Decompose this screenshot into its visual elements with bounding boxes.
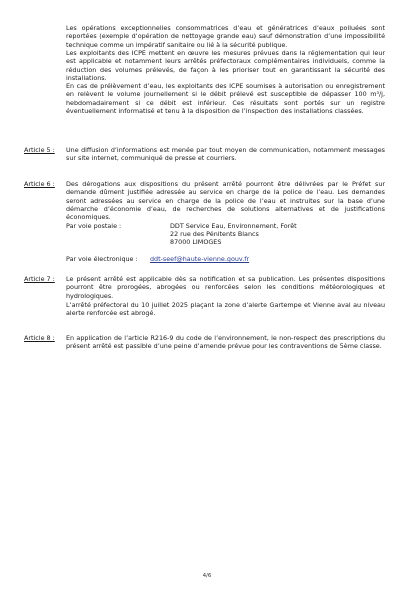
- article-5-label: Article 5 :: [24, 146, 55, 154]
- email-link[interactable]: ddt-seef@haute-vienne.gouv.fr: [150, 255, 250, 263]
- article-6-label: Article 6 :: [24, 180, 55, 188]
- email-label: Par voie électronique :: [66, 255, 138, 263]
- article-7-text-2: L’arrêté préfectoral du 10 juillet 2025 plaçant la zone d’alerte Gartempe et Vienne aval au niveau alerte renforcée est abrogé.: [66, 301, 385, 318]
- article-6-text: Des dérogations aux dispositions du présent arrêté pourront être délivrées par le Préfet sur demande dûment justifiée adressée au service en charge de la police de l’eau. Les demandes seront adressées au service en charge de la police de l’eau et instruites sur la base d’une démarche d’économie d’eau, de recherches de solutions alternatives et de justifications économiques.: [66, 180, 385, 222]
- address-line-1: DDT Service Eau, Environnement, Forêt: [170, 222, 297, 230]
- intro-paragraph-2: Les exploitants des ICPE mettent en œuvre les mesures prévues dans la réglementation qui leur est applicable et notamment leurs arrêtés préfectoraux complémentaires individuels, comme la réduction des volumes prélevés, de façon à les prioriser tout en garantissant la sécurité des installations.: [66, 49, 385, 82]
- article-7-label: Article 7 :: [24, 275, 55, 283]
- article-5-text: Une diffusion d’informations est menée par tout moyen de communication, notamment messages sur site internet, communiqué de presse et courriers.: [66, 146, 385, 163]
- address-line-3: 87000 LIMOGES: [170, 238, 222, 246]
- article-8-label: Article 8 :: [24, 334, 55, 342]
- intro-paragraph-3: En cas de prélèvement d’eau, les exploitants des ICPE soumises à autorisation ou enregistrement en relèvent le volume journellement si le débit prélevé est susceptible de dépasser 100 m³/j, hebdomadairement si ce débit est inférieur. Ces résultats sont portés sur un registre éventuellement informatisé et tenu à la disposition de l’inspection des installations classées.: [66, 82, 385, 115]
- page-number: 4/6: [202, 573, 212, 579]
- address-line-2: 22 rue des Pénitents Blancs: [170, 230, 259, 238]
- article-8-text: En application de l’article R216-9 du code de l’environnement, le non-respect des prescriptions du présent arrêté est passible d’une peine d’amende prévue pour les contraventions de 5ème classe.: [66, 334, 385, 351]
- intro-paragraph-1: Les opérations exceptionnelles consommatrices d’eau et génératrices d’eaux polluées sont reportées (exemple d’opération de nettoyage grande eau) sauf démonstration d’une impossibilité technique comme un impératif sanitaire ou lié à la sécurité publique.: [66, 24, 385, 49]
- postal-label: Par voie postale :: [66, 222, 122, 230]
- article-7-text: Le présent arrêté est applicable dès sa notification et sa publication. Les présentes dispositions pourront être prorogées, abrogées ou renforcées selon les conditions météorologiques et hydrologiques.: [66, 275, 385, 300]
